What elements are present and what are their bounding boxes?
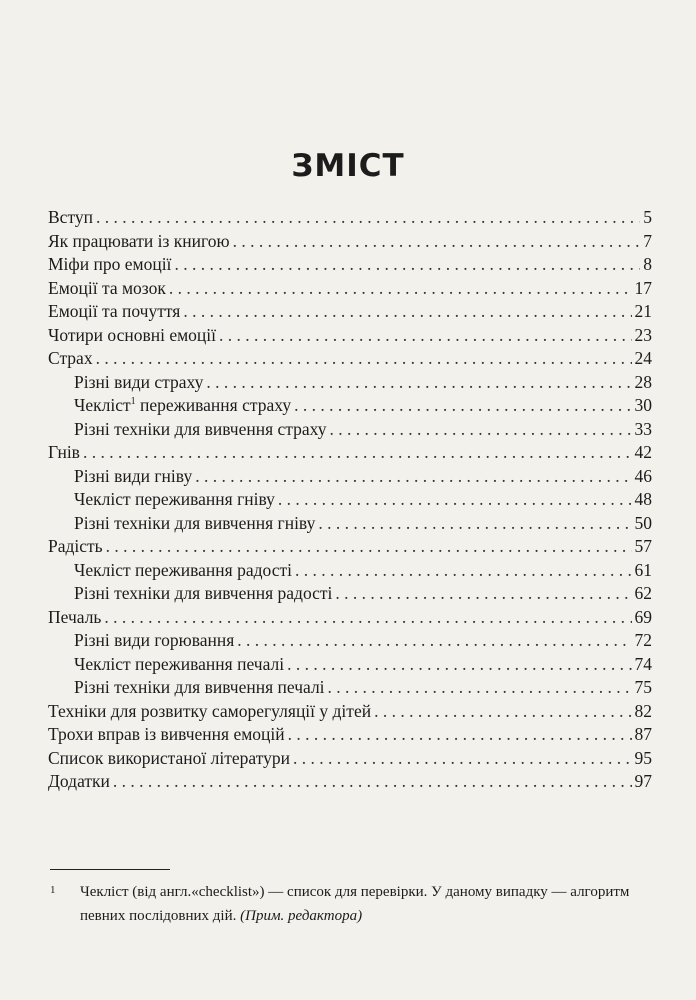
toc-leader-dots (169, 277, 632, 301)
toc-entry-label: Чекліст переживання печалі (74, 653, 285, 674)
toc-entry-label: Страх (48, 348, 93, 368)
toc-entry (48, 277, 652, 301)
toc-leader-dots (96, 347, 632, 371)
toc-leader-dots (237, 629, 631, 653)
toc-page-number: 75 (634, 677, 652, 697)
toc-entry-label: Різні техніки для вивчення страху (74, 418, 327, 439)
toc-entry-label: Чекліст переживання гніву (74, 489, 275, 509)
toc-entry-label: Емоції та мозок (48, 277, 166, 298)
toc-entry-label: Гнів (48, 442, 80, 462)
toc-leader-dots (295, 559, 632, 583)
footnote (50, 880, 650, 928)
toc-entry-label: Вступ (48, 207, 93, 227)
toc-entry-label: Емоції та почуття (48, 301, 181, 321)
toc-leader-dots (113, 770, 632, 794)
toc-page-number: 72 (634, 630, 652, 650)
toc-entry (48, 676, 652, 700)
toc-entry (48, 700, 652, 724)
toc-entry-label: Як працювати із книгою (48, 230, 230, 251)
toc-page-number: 33 (634, 418, 652, 439)
toc-page-number: 21 (634, 301, 652, 321)
footnote-reference: 1 (130, 396, 136, 408)
toc-page-number: 74 (634, 653, 652, 674)
toc-entry (48, 747, 652, 771)
toc-entry-label: Печаль (48, 606, 102, 627)
toc-leader-dots (233, 230, 641, 254)
toc-entry-label: Чекліст$^1$ переживання страху (74, 395, 292, 415)
toc-entry-label: Різні техніки для вивчення печалі (74, 677, 325, 697)
toc-leader-dots (96, 206, 640, 230)
toc-page-number: 7 (643, 230, 652, 251)
toc-leader-dots (106, 535, 632, 559)
toc-entry-label: Різні види гніву (74, 465, 193, 486)
footnote-editor-note: (Прим. редактора) (240, 908, 363, 924)
toc-leader-dots (288, 723, 632, 747)
page-title: ЗМІСТ (291, 148, 405, 184)
toc-page-number: 30 (634, 395, 652, 415)
toc-entry (48, 324, 652, 348)
toc-leader-dots (374, 700, 631, 724)
footnote-text-block (80, 880, 650, 928)
toc-leader-dots (83, 441, 632, 465)
toc-page-number: 23 (634, 324, 652, 345)
toc-page-number: 17 (634, 277, 652, 298)
toc-entry (48, 441, 652, 465)
toc-entry (48, 512, 652, 536)
toc-page-number: 48 (634, 489, 652, 509)
toc-entry (48, 488, 652, 512)
toc-leader-dots (287, 653, 631, 677)
toc-entry (48, 371, 652, 395)
toc-entry-label: Список використаної літератури (48, 747, 291, 768)
toc-entry-label: Додатки (48, 771, 110, 791)
toc-page-number: 69 (634, 606, 652, 627)
toc-page-number: 42 (634, 442, 652, 462)
toc-entry (48, 465, 652, 489)
toc-entry (48, 582, 652, 606)
toc-leader-dots (330, 418, 632, 442)
toc-page-number: 46 (634, 465, 652, 486)
toc-entry-label: Різні види горювання (74, 630, 235, 650)
toc-leader-dots (219, 324, 631, 348)
toc-page-number: 24 (634, 348, 652, 368)
toc-leader-dots (335, 582, 631, 606)
toc-entry (48, 629, 652, 653)
toc-entry (48, 770, 652, 794)
toc-entry-label: Чекліст переживання радості (74, 559, 292, 580)
toc-leader-dots (174, 253, 640, 277)
toc-leader-dots (206, 371, 631, 395)
toc-page-number: 62 (634, 583, 652, 603)
toc-entry (48, 230, 652, 254)
table-of-contents (48, 206, 652, 794)
toc-leader-dots (294, 394, 631, 418)
toc-page-number: 97 (634, 771, 652, 791)
toc-leader-dots (328, 676, 632, 700)
toc-entry (48, 206, 652, 230)
toc-leader-dots (278, 488, 632, 512)
toc-entry (48, 253, 652, 277)
footnote-divider (50, 869, 170, 870)
toc-entry (48, 723, 652, 747)
toc-entry-label: Радість (48, 536, 103, 556)
toc-entry (48, 535, 652, 559)
toc-entry (48, 606, 652, 630)
toc-page-number: 28 (634, 371, 652, 392)
toc-entry (48, 653, 652, 677)
toc-entry-label: Різні техніки для вивчення гніву (74, 512, 316, 533)
toc-entry-label: Чотири основні емоції (48, 324, 217, 345)
toc-entry-label: Трохи вправ із вивчення емоцій (48, 724, 285, 744)
toc-entry (48, 418, 652, 442)
toc-entry-label: Різні види страху (74, 371, 204, 392)
toc-page-number: 8 (643, 254, 652, 274)
toc-page-number: 57 (634, 536, 652, 556)
toc-leader-dots (195, 465, 631, 489)
toc-leader-dots (183, 300, 631, 324)
toc-page-number: 87 (634, 724, 652, 744)
toc-entry-label: Різні техніки для вивчення радості (74, 583, 333, 603)
toc-entry (48, 394, 652, 418)
toc-page-number: 50 (634, 512, 652, 533)
footnote-mark: 1 (50, 884, 56, 896)
toc-leader-dots (104, 606, 631, 630)
toc-entry-label: Техніки для розвитку саморегуляції у дітей (48, 700, 372, 721)
toc-entry (48, 347, 652, 371)
toc-leader-dots (318, 512, 631, 536)
toc-entry (48, 300, 652, 324)
toc-page-number: 82 (634, 700, 652, 721)
toc-entry-label: Міфи про емоції (48, 254, 172, 274)
footnote-text: Чекліст (від англ.«checklist») — список для перевірки. У даному випадку — алгоритм певних послідовних дій. (80, 884, 630, 924)
toc-page-number: 61 (634, 559, 652, 580)
toc-page-number: 95 (634, 747, 652, 768)
toc-page-number: 5 (643, 207, 652, 227)
toc-leader-dots (293, 747, 631, 771)
toc-entry (48, 559, 652, 583)
